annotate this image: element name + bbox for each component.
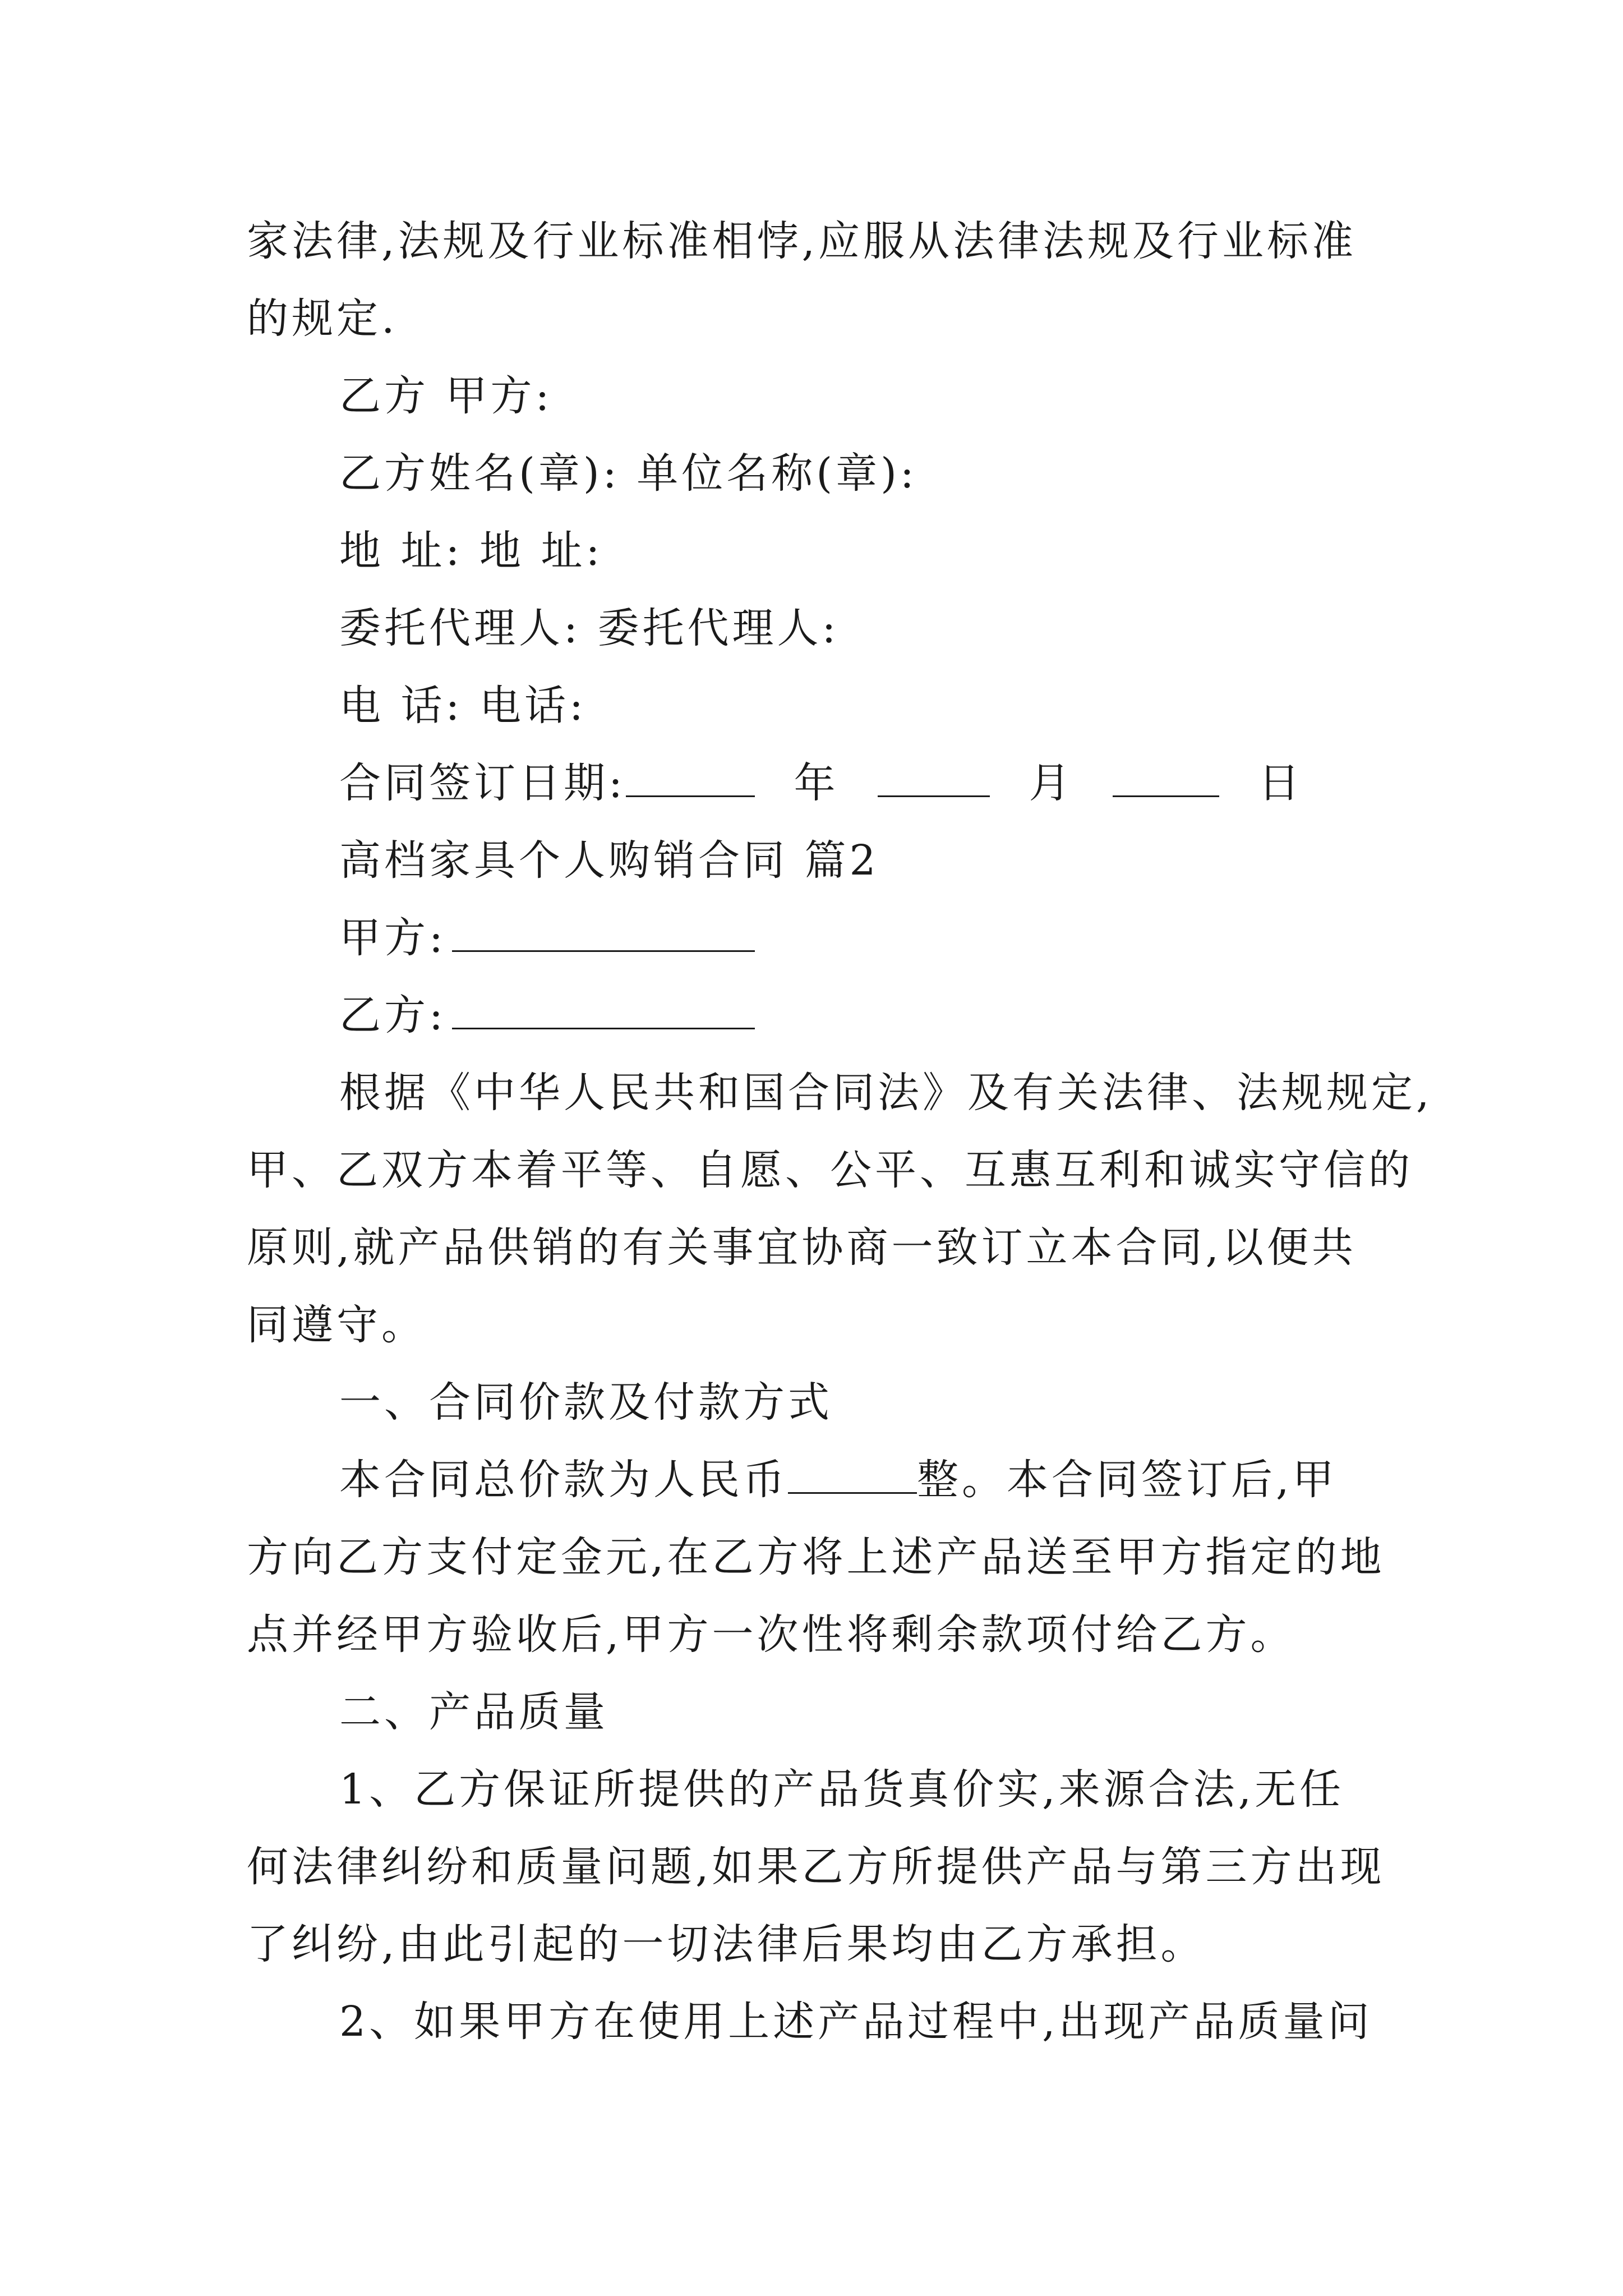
month-blank — [878, 755, 990, 797]
paragraph-line — [247, 1220, 1357, 1276]
date-label: 合同签订日期: — [339, 759, 626, 807]
party-a-label: 甲方: — [339, 914, 446, 962]
text-line: 乙方 甲方: — [339, 372, 553, 420]
paragraph-line — [339, 1065, 1433, 1121]
text-line: 本合同总价款为人民币 — [339, 1456, 788, 1504]
signature-agent-line — [339, 600, 839, 656]
day-blank — [1113, 755, 1219, 797]
text-line: 2、如果甲方在使用上述产品过程中,出现产品质量问 — [339, 1998, 1373, 2046]
section-heading — [339, 1684, 608, 1740]
text-line: 原则,就产品供销的有关事宜协商一致订立本合同,以便共 — [247, 1223, 1357, 1272]
paragraph-line — [247, 1607, 1295, 1663]
text-line: 根据《中华人民共和国合同法》及有关法律、法规规定, — [339, 1069, 1433, 1117]
text-line: 整。本合同签订后,甲 — [917, 1456, 1338, 1504]
text-line: 1、乙方保证所提供的产品货真价实,来源合法,无任 — [339, 1765, 1345, 1814]
signing-date-line — [339, 755, 1303, 811]
party-b-line — [339, 987, 755, 1043]
signature-address-line — [339, 523, 603, 579]
paragraph-line — [247, 1916, 1206, 1972]
party-a-blank — [452, 910, 755, 952]
paragraph-line — [339, 1761, 1344, 1818]
paragraph-line — [247, 291, 398, 347]
section-heading — [339, 1374, 833, 1430]
signature-header — [339, 368, 552, 424]
year-blank — [626, 755, 755, 797]
text-line: 一、合同价款及付款方式 — [339, 1378, 833, 1427]
text-line: 同遵守。 — [247, 1301, 426, 1349]
section-title — [339, 832, 879, 889]
paragraph-line — [339, 1994, 1373, 2050]
text-line: 点并经甲方验收后,甲方一次性将剩余款项付给乙方。 — [247, 1611, 1295, 1659]
text-line: 高档家具个人购销合同 篇2 — [339, 836, 879, 885]
month-label: 月 — [1029, 759, 1074, 807]
signature-phone-line — [339, 678, 587, 734]
party-b-blank — [452, 987, 755, 1029]
text-line: 乙方姓名(章): 单位名称(章): — [339, 449, 917, 498]
year-label: 年 — [794, 759, 839, 807]
text-line: 方向乙方支付定金元,在乙方将上述产品送至甲方指定的地 — [247, 1533, 1385, 1581]
paragraph-line — [247, 1297, 426, 1353]
text-line: 地 址: 地 址: — [339, 527, 603, 575]
day-label: 日 — [1258, 759, 1303, 807]
party-a-line — [339, 910, 755, 966]
paragraph-line — [247, 1142, 1413, 1198]
paragraph-line — [247, 1529, 1385, 1585]
paragraph-line — [247, 213, 1357, 269]
text-line: 二、产品质量 — [339, 1688, 608, 1736]
paragraph-line — [339, 1452, 1338, 1508]
paragraph-line — [247, 1839, 1385, 1895]
text-line: 家法律,法规及行业标准相悖,应服从法律法规及行业标准 — [247, 217, 1357, 265]
signature-name-line — [339, 445, 917, 501]
party-b-label: 乙方: — [339, 991, 446, 1039]
text-line: 何法律纠纷和质量问题,如果乙方所提供产品与第三方出现 — [247, 1843, 1385, 1891]
text-line: 的规定. — [247, 295, 398, 343]
text-line: 了纠纷,由此引起的一切法律后果均由乙方承担。 — [247, 1920, 1206, 1968]
text-line: 甲、乙双方本着平等、自愿、公平、互惠互利和诚实守信的 — [247, 1146, 1413, 1194]
text-line: 委托代理人: 委托代理人: — [339, 604, 840, 652]
price-blank — [788, 1452, 917, 1494]
text-line: 电 话: 电话: — [339, 682, 587, 730]
